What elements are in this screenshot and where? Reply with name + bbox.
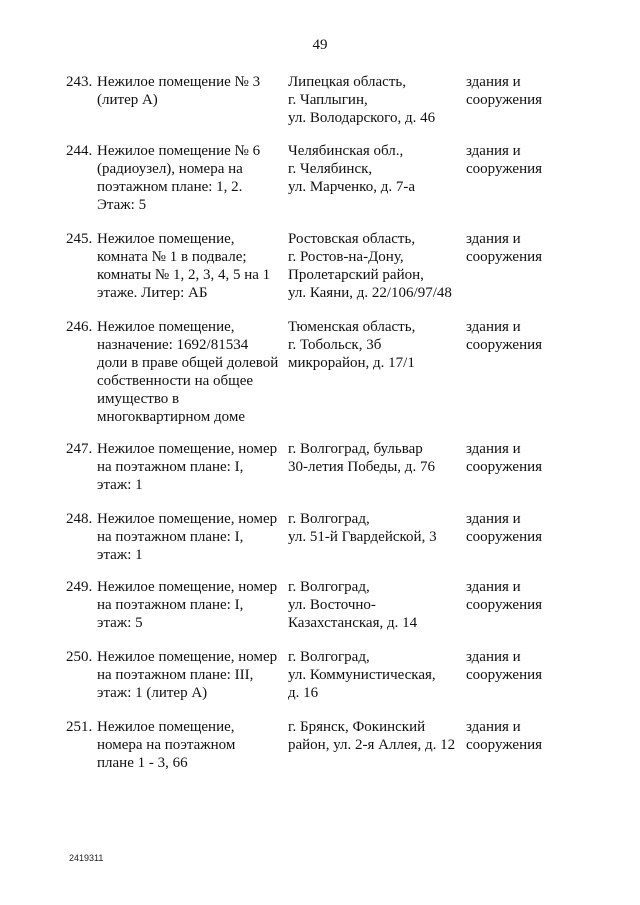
- item-number: 247.: [66, 441, 93, 457]
- item-category: здания и сооружения: [466, 231, 543, 265]
- item-category: здания и сооружения: [466, 719, 543, 753]
- page-number: 49: [312, 37, 328, 53]
- document-code: 2419311: [69, 853, 104, 863]
- item-category: здания и сооружения: [466, 74, 543, 108]
- item-description: Нежилое помещение, номер на поэтажном плане: I, этаж: 1: [97, 441, 278, 493]
- item-description: Нежилое помещение, комната № 1 в подвале; комнаты № 1, 2, 3, 4, 5 на 1 этаже. Литер: АБ: [97, 231, 271, 301]
- item-number: 244.: [66, 143, 93, 159]
- item-category: здания и сооружения: [466, 649, 543, 683]
- item-number: 246.: [66, 319, 93, 335]
- item-description: Нежилое помещение, номера на поэтажном плане 1 - 3, 66: [97, 719, 236, 771]
- item-description: Нежилое помещение, номер на поэтажном плане: III, этаж: 1 (литер А): [97, 649, 278, 701]
- item-address: Челябинская обл., г. Челябинск, ул. Марченко, д. 7-а: [288, 143, 415, 195]
- item-number: 250.: [66, 649, 93, 665]
- item-address: г. Волгоград, бульвар 30-летия Победы, д. 76: [288, 441, 435, 475]
- item-address: г. Волгоград, ул. Восточно- Казахстанская, д. 14: [288, 579, 418, 631]
- item-description: Нежилое помещение, номер на поэтажном плане: I, этаж: 5: [97, 579, 278, 631]
- item-address: г. Брянск, Фокинский район, ул. 2-я Аллея, д. 12: [288, 719, 456, 753]
- item-description: Нежилое помещение № 3 (литер А): [97, 74, 261, 108]
- item-category: здания и сооружения: [466, 579, 543, 613]
- item-category: здания и сооружения: [466, 319, 543, 353]
- item-number: 248.: [66, 511, 93, 527]
- item-category: здания и сооружения: [466, 143, 543, 177]
- item-number: 249.: [66, 579, 93, 595]
- item-number: 251.: [66, 719, 93, 735]
- item-description: Нежилое помещение № 6 (радиоузел), номера на поэтажном плане: 1, 2. Этаж: 5: [97, 143, 261, 213]
- item-address: г. Волгоград, ул. 51-й Гвардейской, 3: [288, 511, 437, 545]
- item-number: 243.: [66, 74, 93, 90]
- item-description: Нежилое помещение, номер на поэтажном плане: I, этаж: 1: [97, 511, 278, 563]
- item-address: Ростовская область, г. Ростов-на-Дону, Пролетарский район, ул. Каяни, д. 22/106/97/48: [288, 231, 452, 301]
- item-address: Липецкая область, г. Чаплыгин, ул. Володарского, д. 46: [288, 74, 436, 126]
- item-address: г. Волгоград, ул. Коммунистическая, д. 16: [288, 649, 436, 701]
- item-category: здания и сооружения: [466, 441, 543, 475]
- item-number: 245.: [66, 231, 93, 247]
- item-description: Нежилое помещение, назначение: 1692/81534 доли в праве общей долевой собственности на общее имущество в многоквартирном доме: [97, 319, 279, 425]
- item-address: Тюменская область, г. Тобольск, 3б микрорайон, д. 17/1: [288, 319, 416, 371]
- item-category: здания и сооружения: [466, 511, 543, 545]
